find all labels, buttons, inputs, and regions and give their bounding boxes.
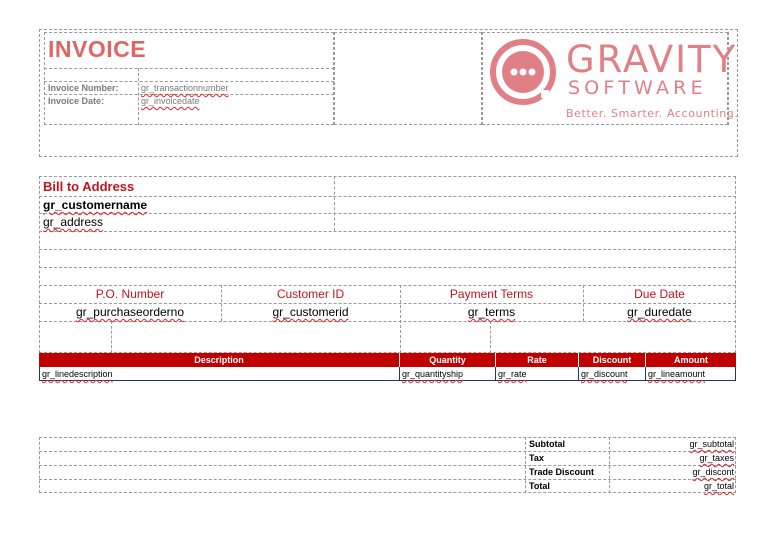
header-spacer-box: [334, 32, 482, 125]
trade-discount-label: Trade Discount: [529, 467, 595, 477]
invoice-date-value: gr_invoicedate: [141, 96, 200, 106]
logo-sub: SOFTWARE: [568, 77, 707, 99]
total-value: gr_total: [703, 481, 734, 491]
tax-label: Tax: [529, 453, 544, 463]
invoice-date-label: Invoice Date:: [48, 96, 105, 106]
amount-cell: gr_lineamount: [648, 369, 706, 379]
customer-id-header: Customer ID: [276, 287, 345, 301]
po-number-value: gr_purchaseorderno: [75, 305, 185, 319]
subtotal-value: gr_subtotal: [689, 439, 734, 449]
line-description-cell: gr_linedescription: [42, 369, 113, 379]
amount-column-header: Amount: [646, 353, 736, 367]
due-date-header: Due Date: [634, 287, 685, 301]
due-date-value: gr_duredate: [627, 305, 692, 319]
customer-id-value: gr_customerid: [272, 305, 349, 319]
logo-name: GRAVITY: [566, 38, 738, 81]
gravity-logo-icon: [489, 38, 557, 106]
trade-discount-value: gr_discont: [692, 467, 734, 477]
payment-terms-value: gr_terms: [467, 305, 516, 319]
total-label: Total: [529, 481, 550, 491]
subtotal-label: Subtotal: [529, 439, 565, 449]
customer-name: gr_customername: [43, 198, 148, 212]
discount-cell: gr_discount: [581, 369, 628, 379]
payment-terms-header: Payment Terms: [449, 287, 534, 301]
rate-cell: gr_rate: [498, 369, 527, 379]
quantity-cell: gr_quantityship: [402, 369, 464, 379]
invoice-title: INVOICE: [48, 36, 147, 62]
invoice-number-label: Invoice Number:: [48, 83, 119, 93]
po-number-header: P.O. Number: [95, 287, 165, 301]
logo-tagline: Better. Smarter. Accounting.: [566, 107, 739, 120]
tax-value: gr_taxes: [699, 453, 734, 463]
discount-column-header: Discount: [579, 353, 646, 367]
quantity-column-header: Quantity: [400, 353, 496, 367]
bill-to-heading: Bill to Address: [43, 179, 135, 194]
description-column-header: Description: [39, 353, 400, 367]
invoice-number-value: gr_transactionnumber: [141, 83, 229, 93]
customer-address: gr_address: [43, 215, 104, 229]
rate-column-header: Rate: [496, 353, 579, 367]
table-row: [40, 367, 400, 381]
